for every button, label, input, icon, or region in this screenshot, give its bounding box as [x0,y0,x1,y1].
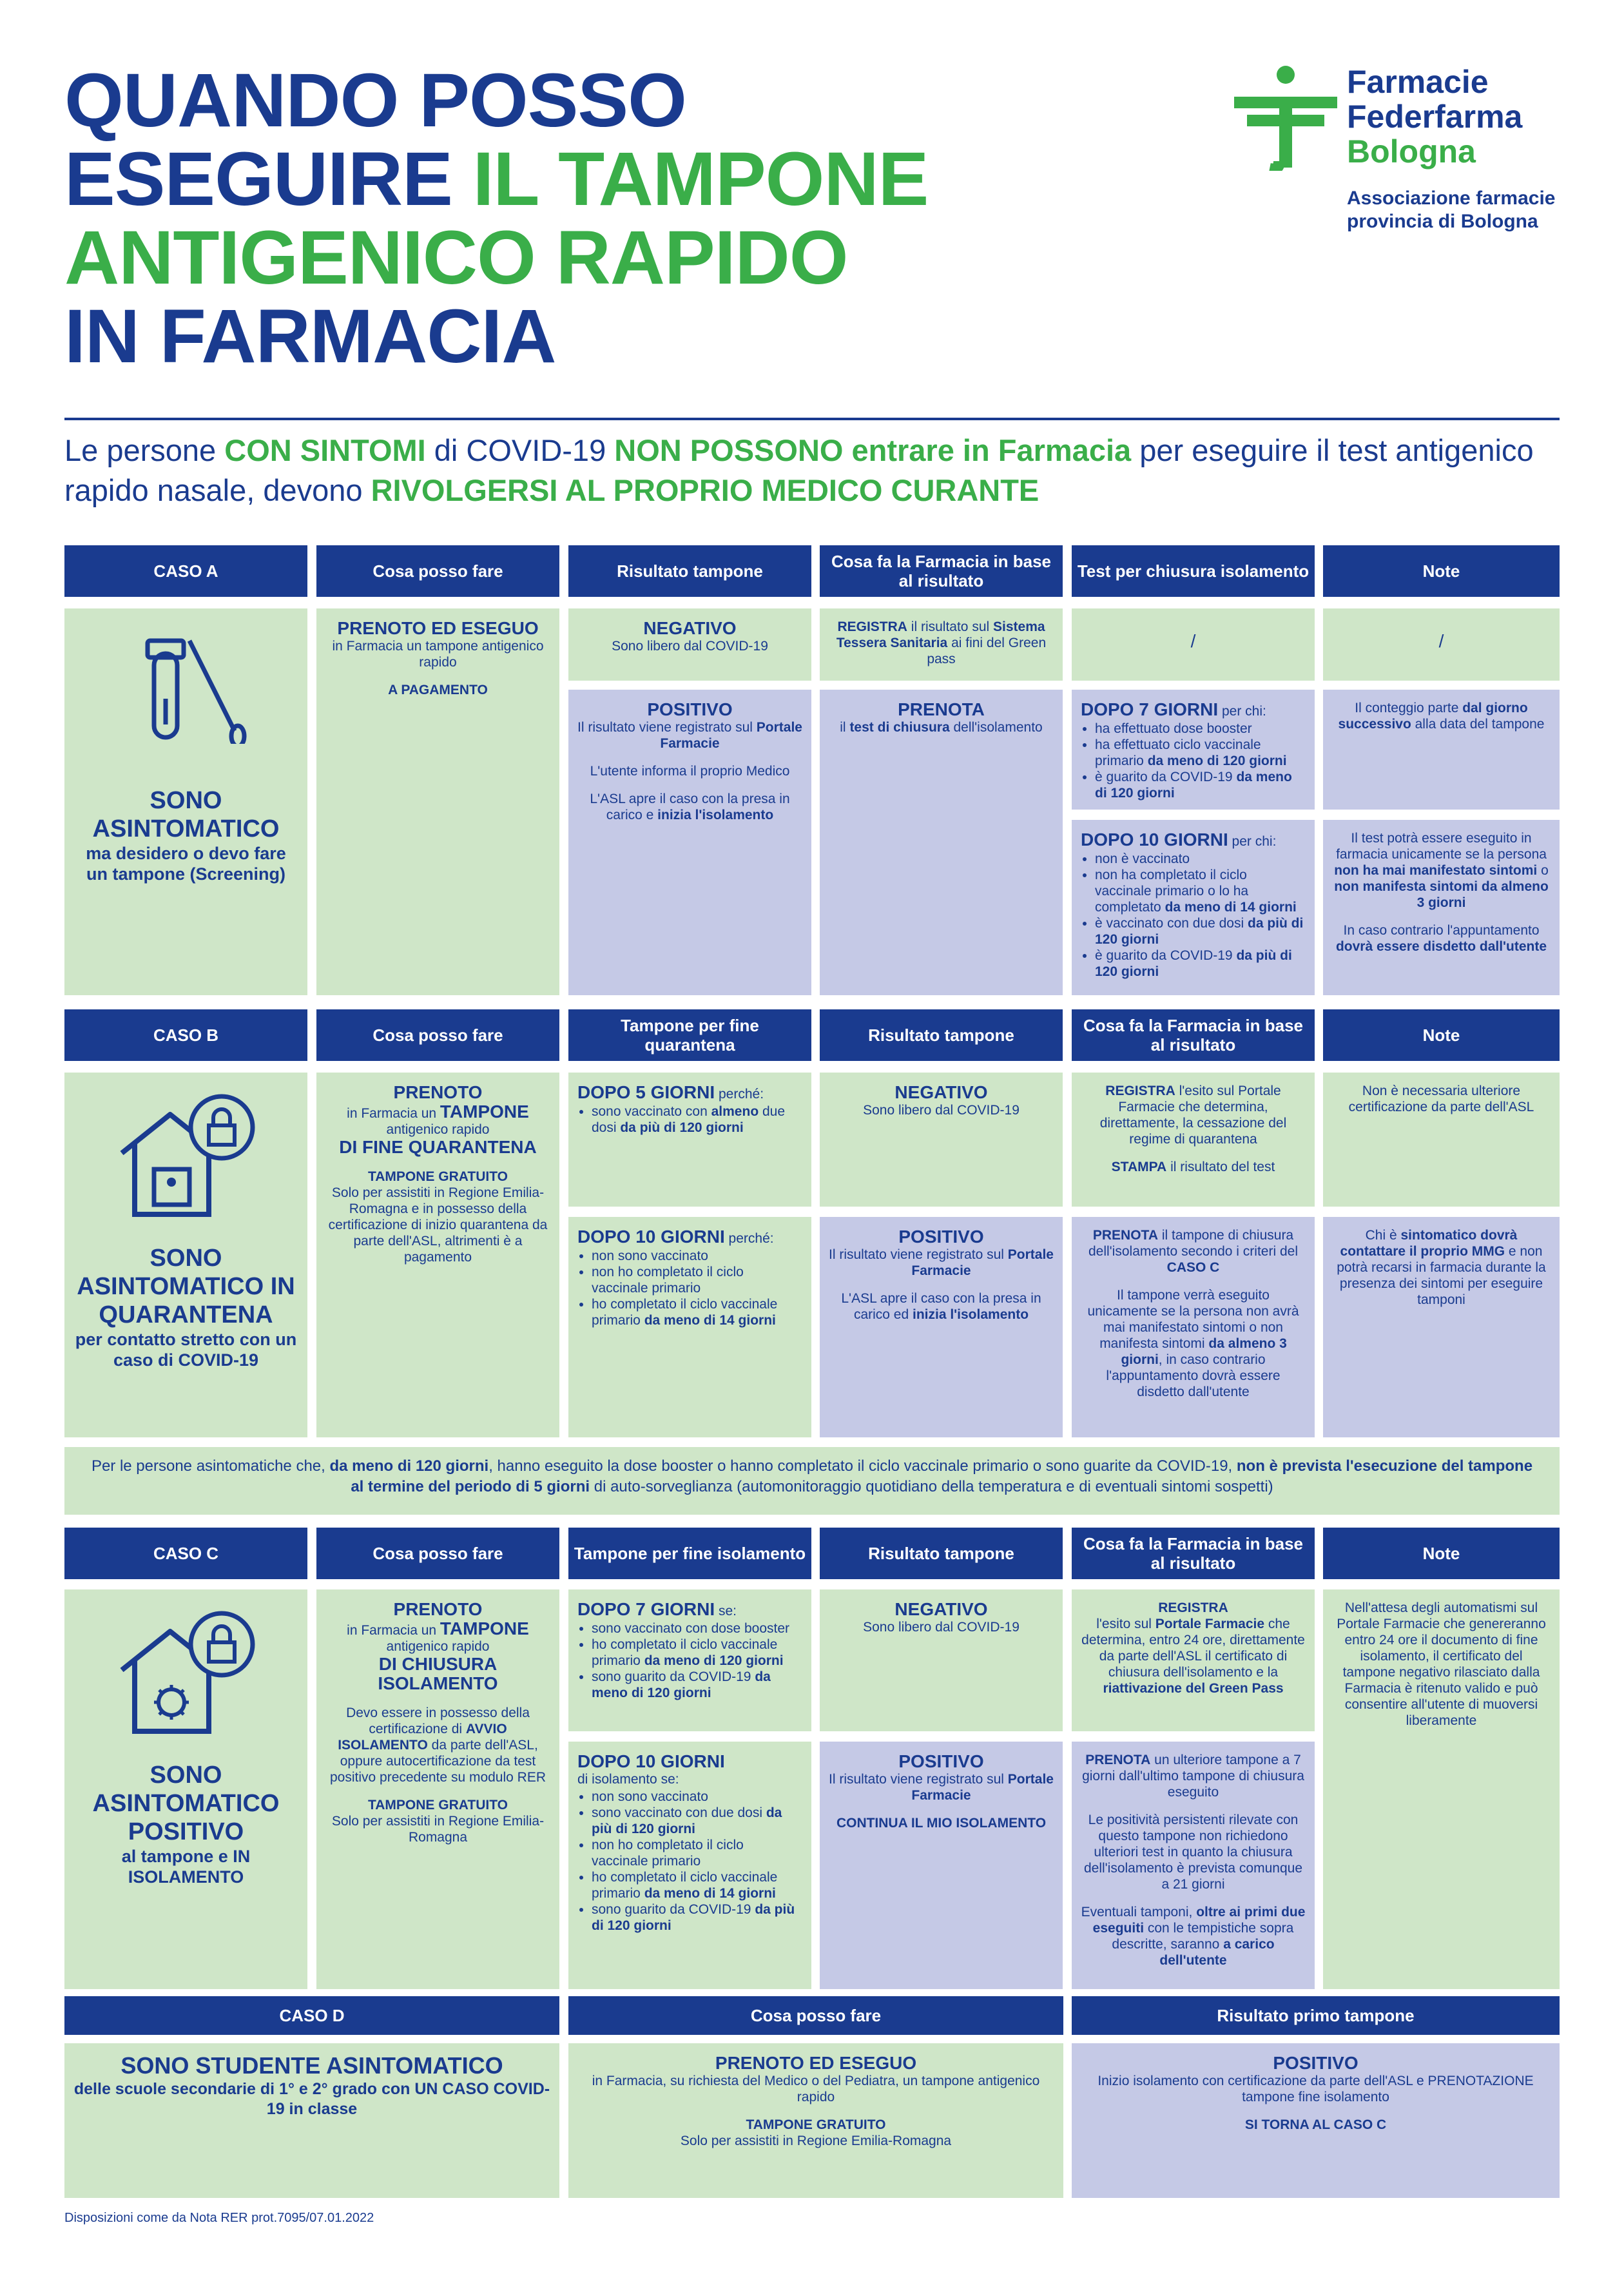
logo-subtitle: Associazione farmacie provincia di Bologna [1347,188,1556,232]
caso-d-cosa: PRENOTO ED ESEGUO in Farmacia, su richiesta del Medico o del Pediatra, un tampone antigenico rapido TAMPONE GRATUITO Solo per assistiti in Regione Emilia-Romagna [568,2043,1063,2198]
caso-a-hero-title: SONO ASINTOMATICO [92,787,280,842]
caso-a-prenota: PRENOTA il test di chiusura dell'isolamento [820,690,1063,995]
caso-d-hero-sub: delle scuole secondarie di 1° e 2° grado con UN CASO COVID-19 in classe [73,2080,550,2118]
title-line-1: QUANDO POSSO [64,58,686,143]
caso-a-slash-1: / [1072,608,1315,681]
logo-name: Farmacie Federfarma Bologna [1347,64,1523,170]
title-line-3: ANTIGENICO RAPIDO [64,215,848,300]
caso-b-hero-title: SONO ASINTOMATICO IN QUARANTENA [77,1245,295,1328]
house-virus-lock-icon [112,1609,260,1738]
caso-b-header-risultato: Risultato tampone [820,1009,1063,1061]
caso-b-negativo: NEGATIVO Sono libero dal COVID-19 [820,1073,1063,1207]
caso-c-hero-title: SONO ASINTOMATICO POSITIVO [92,1762,280,1845]
caso-b-header-farmacia: Cosa fa la Farmacia in base al risultato [1072,1009,1315,1061]
caso-c-negativo: NEGATIVO Sono libero dal COVID-19 [820,1589,1063,1731]
caso-d-hero [64,2043,559,2198]
caso-c-header-risultato: Risultato tampone [820,1528,1063,1579]
caso-a-negativo: NEGATIVO Sono libero dal COVID-19 [568,608,811,681]
caso-a-cosa: PRENOTO ED ESEGUO in Farmacia un tampone antigenico rapido A PAGAMENTO [316,608,559,995]
caso-a-note-2: Il test potrà essere eseguito in farmacia unicamente se la persona non ha mai manifestato sintomi o non manifesta sintomi da almeno 3 giorni In caso contrario l'appuntamento dovrà essere disdetto dall'utente [1323,820,1560,995]
caso-a-header: CASO A [64,545,307,597]
caso-b-positivo: POSITIVO Il risultato viene registrato sul Portale Farmacie L'ASL apre il caso con la presa in carico ed inizia l'isolamento [820,1217,1063,1437]
caso-c-header-tampone: Tampone per fine isolamento [568,1528,811,1579]
divider [64,418,1560,420]
caso-c-note: Nell'attesa degli automatismi sul Portale Farmacie che genereranno entro 24 ore il documento di fine isolamento, il certificato del tampone negativo rilasciato dalla Farmacia è ritenuto valido e può consentire all'utente di muoversi liberamente [1323,1589,1560,1989]
caso-c-dopo-10: DOPO 10 GIORNI di isolamento se: • non sono vaccinato • sono vaccinato con due dosi da più di 120 giorni • non ho completato il ciclo vaccinale primario • ho completato il ciclo vaccinale primario da meno di 14 giorni • sono guarito da COVID-19 da più di 120 giorni [568,1742,811,1989]
caso-a-note-1: Il conteggio parte dal giorno successivo alla data del tampone [1323,690,1560,810]
caso-b-hero [64,1073,307,1437]
caso-c-registra: REGISTRA l'esito sul Portale Farmacie che determina, entro 24 ore, direttamente da parte dell'ASL il certificato di chiusura dell'isolamento e la riattivazione del Green Pass [1072,1589,1315,1731]
caso-c-cosa: PRENOTO in Farmacia un TAMPONE antigenico rapido DI CHIUSURA ISOLAMENTO Devo essere in possesso della certificazione di AVVIO ISOLAMENTO da parte dell'ASL, oppure autocertificazione da test positivo precedente su modulo RER TAMPONE GRATUITO Solo per assistiti in Regione Emilia-Romagna [316,1589,559,1989]
caso-c-positivo: POSITIVO Il risultato viene registrato sul Portale Farmacie CONTINUA IL MIO ISOLAMENTO [820,1742,1063,1989]
caso-d-header-cosa: Cosa posso fare [568,1996,1063,2035]
caso-a-header-risultato: Risultato tampone [568,545,811,597]
caso-b-header-tampone: Tampone per fine quarantena [568,1009,811,1061]
caso-c-header: CASO C [64,1528,307,1579]
caso-a-dopo-7: DOPO 7 GIORNI per chi: • ha effettuato dose booster • ha effettuato ciclo vaccinale primario da meno di 120 giorni • è guarito da COVID-19 da meno di 120 giorni [1072,690,1315,810]
caso-a-header-cosa: Cosa posso fare [316,545,559,597]
caso-b-dopo-10: DOPO 10 GIORNI perché: • non sono vaccinato • non ho completato il ciclo vaccinale primario • ho completato il ciclo vaccinale primario da meno di 14 giorni [568,1217,811,1437]
caso-c-prenota: PRENOTA un ulteriore tampone a 7 giorni dall'ultimo tampone di chiusura eseguito Le positività persistenti rilevate con questo tampone non richiedono ulteriori test in quanto la chiusura dell'isolamento è prevista comunque a 21 giorni Eventuali tamponi, oltre ai primi due eseguiti con le tempistiche sopra descritte, saranno a carico dell'utente [1072,1742,1315,1989]
caso-a-hero-sub: ma desidero o devo fare un tampone (Screening) [86,844,286,884]
caso-b-prenota: PRENOTA il tampone di chiusura dell'isolamento secondo i criteri del CASO C Il tampone verrà eseguito unicamente se la persona non avrà mai manifestato sintomi o non manifesta sintomi da almeno 3 giorni, in caso contrario l'appuntamento dovrà essere disdetto dall'utente [1072,1217,1315,1437]
pharmacy-cross-icon [1234,64,1337,171]
caso-b-cosa: PRENOTO in Farmacia un TAMPONE antigenico rapido DI FINE QUARANTENA TAMPONE GRATUITO Solo per assistiti in Regione Emilia-Romagna e in possesso della certificazione di inizio quarantena da parte dell'ASL, altrimenti è a pagamento [316,1073,559,1437]
intro-text: Le persone CON SINTOMI di COVID-19 NON POSSONO entrare in Farmacia per eseguire il test antigenico rapido nasale, devono RIVOLGERSI AL PROPRIO MEDICO CURANTE [64,433,1534,507]
caso-c-hero-sub: al tampone e IN ISOLAMENTO [121,1847,251,1887]
asymptomatic-note: Per le persone asintomatiche che, da meno di 120 giorni, hanno eseguito la dose booster o hanno completato il ciclo vaccinale primario o sono guarite da COVID-19, non è prevista l'esecuzione del tampone al termine del periodo di 5 giorni di auto-sorveglianza (automonitoraggio quotidiano della temperatura e di eventuali sintomi sospetti) [64,1447,1560,1515]
caso-b-hero-sub: per contatto stretto con un caso di COVID-19 [75,1330,297,1370]
caso-b-dopo-5: DOPO 5 GIORNI perché: • sono vaccinato con almeno due dosi da più di 120 giorni [568,1073,811,1207]
caso-a-header-note: Note [1323,545,1560,597]
caso-c-header-cosa: Cosa posso fare [316,1528,559,1579]
caso-a-dopo-10: DOPO 10 GIORNI per chi: • non è vaccinato • non ha completato il ciclo vaccinale primario o lo ha completato da meno di 14 giorni • è vaccinato con due dosi da più di 120 giorni • è guarito da COVID-19 da più di 120 giorni [1072,820,1315,995]
caso-b-note-2: Chi è sintomatico dovrà contattare il proprio MMG e non potrà recarsi in farmacia durante la presenza dei sintomi per eseguire tamponi [1323,1217,1560,1437]
caso-d-header-risultato: Risultato primo tampone [1072,1996,1560,2035]
house-lock-icon [112,1092,260,1221]
caso-a-slash-2: / [1323,608,1560,681]
caso-c-header-note: Note [1323,1528,1560,1579]
caso-b-header: CASO B [64,1009,307,1061]
caso-b-note-1: Non è necessaria ulteriore certificazione da parte dell'ASL [1323,1073,1560,1207]
caso-b-header-cosa: Cosa posso fare [316,1009,559,1061]
page-title [64,58,929,379]
caso-a-positivo: POSITIVO Il risultato viene registrato sul Portale Farmacie L'utente informa il proprio Medico L'ASL apre il caso con la presa in carico e inizia l'isolamento [568,690,811,995]
caso-c-hero [64,1589,307,1989]
caso-b-registra: REGISTRA l'esito sul Portale Farmacie che determina, direttamente, la cessazione del regime di quarantena STAMPA il risultato del test [1072,1073,1315,1207]
caso-a-header-test: Test per chiusura isolamento [1072,545,1315,597]
swab-test-icon [112,628,260,744]
caso-d-hero-title: SONO STUDENTE ASINTOMATICO [121,2052,503,2079]
caso-d-header: CASO D [64,1996,559,2035]
caso-c-dopo-7: DOPO 7 GIORNI se: • sono vaccinato con dose booster • ho completato il ciclo vaccinale primario da meno di 120 giorni • sono guarito da COVID-19 da meno di 120 giorni [568,1589,811,1731]
caso-d-positivo: POSITIVO Inizio isolamento con certificazione da parte dell'ASL e PRENOTAZIONE tampone fine isolamento SI TORNA AL CASO C [1072,2043,1560,2198]
caso-b-header-note: Note [1323,1009,1560,1061]
caso-c-header-farmacia: Cosa fa la Farmacia in base al risultato [1072,1528,1315,1579]
caso-a-header-farmacia: Cosa fa la Farmacia in base al risultato [820,545,1063,597]
footer-note: Disposizioni come da Nota RER prot.7095/07.01.2022 [64,2211,374,2225]
caso-a-registra: REGISTRA il risultato sul Sistema Tessera Sanitaria ai fini del Green pass [820,608,1063,681]
caso-a-hero [64,608,307,995]
title-line-4: IN FARMACIA [64,294,556,379]
title-line-2: ESEGUIRE IL TAMPONE [64,137,929,222]
